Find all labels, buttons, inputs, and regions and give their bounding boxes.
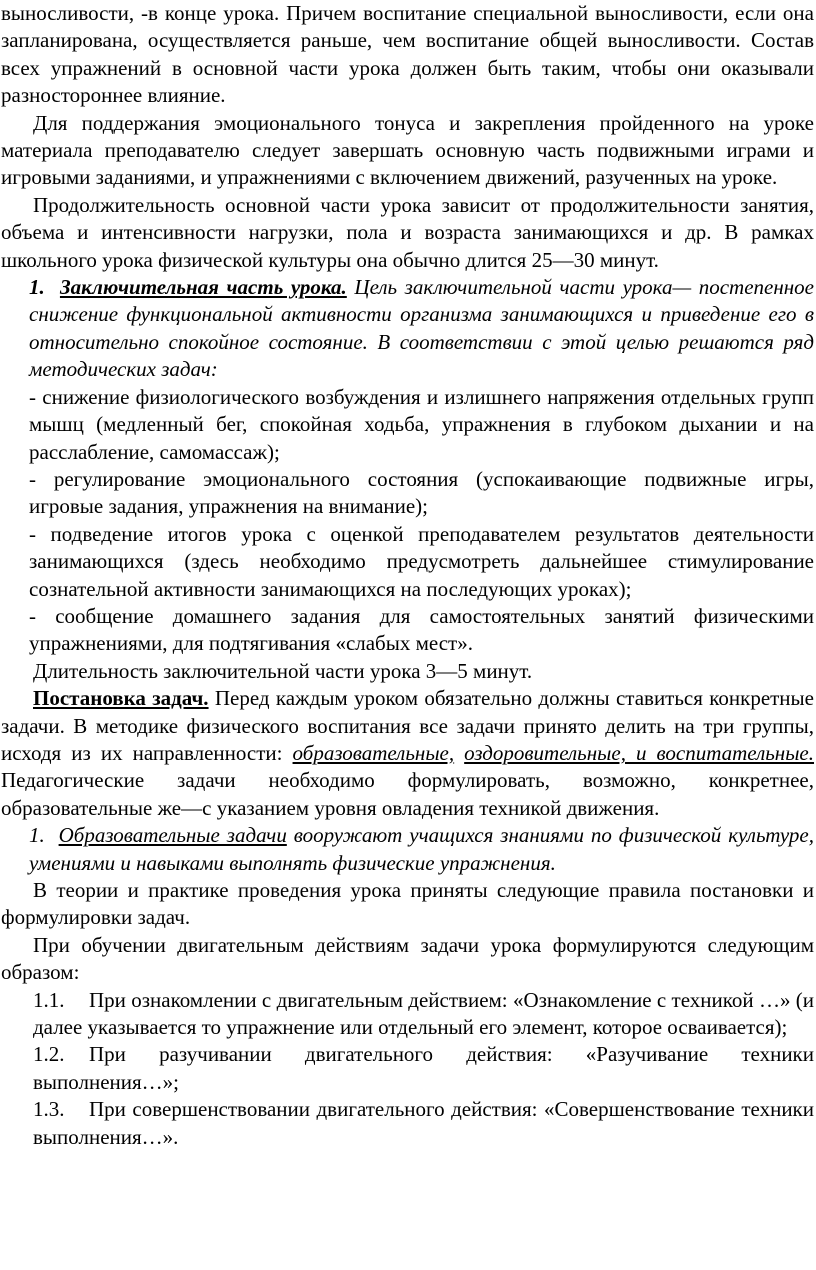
list-item-text: При разучивании двигательного действия: «Разучивание техники выполнения…»; [33,1042,814,1094]
section-heading-task-setting: Постановка задач. [33,686,209,711]
section-number: 1. [29,275,45,300]
paragraph-educational-tasks [1,822,814,877]
final-part-goal-text: Цель заключительной части урока— постепенное снижение функциональной активности организма занимающихся и приведение его в относительно спокойное состояние. В соответствии с этой целью решаются ряд методических задач: [29,275,814,382]
paragraph-endurance: выносливости, -в конце урока. Причем воспитание специальной выносливости, если она запланирована, осуществляется раньше, чем воспитание общей выносливости. Состав всех упражнений в основной части урока должен быть таким, чтобы они оказывали разностороннее влияние. [1,1,814,108]
task-setting-text-continued: Педагогические задачи необходимо формулировать, возможно, конкретнее, образовательные же—с указанием уровня овладения техникой движения. [1,768,814,820]
paragraph-final-part [1,274,814,384]
paragraph-task-setting [1,685,814,822]
task-type-educational: образовательные, [292,740,455,765]
bullet-item: - подведение итогов урока с оценкой преподавателем результатов деятельности занимающихся (здесь необходимо предусмотреть дальнейшее стимулирование сознательной активности занимающихся на последующих уроках); [29,521,814,601]
spacer-text [454,741,464,765]
educational-tasks-text: вооружают учащихся знаниями по физической культуре, умениями и навыками выполнять физические упражнения. [29,823,814,875]
list-item-text: При совершенствовании двигательного действия: «Совершенствование техники выполнения…». [33,1097,814,1149]
paragraph-emotional-tone: Для поддержания эмоционального тонуса и закрепления пройденного на уроке материала преподавателю следует завершать основную часть подвижными играми и игровыми заданиями, и упражнениями с включением движений, разученных на уроке. [1,110,814,190]
list-item-text: При ознакомлении с двигательным действием: «Ознакомление с техникой …» (и далее указывается то упражнение или отдельный его элемент, которое осваивается); [33,987,814,1040]
list-number: 1.2. [33,1042,65,1067]
paragraph-final-part-duration: Длительность заключительной части урока 3—5 минут. [33,658,533,683]
list-number: 1.1. [33,987,65,1012]
paragraph-rules: В теории и практике проведения урока приняты следующие правила постановки и формулировки задач. [1,878,814,930]
list-item-improvement [1,1096,814,1151]
paragraph-formulation: При обучении двигательным действиям задачи урока формулируются следующим образом: [1,932,814,985]
educational-tasks-heading: Образовательные задачи [58,823,287,848]
section-heading-final-part: Заключительная часть урока. [59,275,347,300]
list-number: 1.3. [33,1097,65,1122]
task-setting-text: Перед каждым уроком обязательно должны ставиться конкретные задачи. В методике физического воспитания все задачи принято делить на три группы, исходя из их направленности: [1,686,814,765]
list-number: 1. [29,823,45,848]
task-type-health-and-upbringing: оздоровительные, и воспитательные. [464,740,815,765]
list-item-learning [1,1041,814,1096]
bullet-item: - регулирование эмоционального состояния (успокаивающие подвижные игры, игровые задания, упражнения на внимание); [29,466,814,519]
bullet-item: - сообщение домашнего задания для самостоятельных занятий физическими упражнениями, для подтягивания «слабых мест». [29,603,814,656]
list-item-acquaintance [1,987,814,1042]
bullet-item: - снижение физиологического возбуждения и излишнего напряжения отдельных групп мышц (медленный бег, спокойная ходьба, упражнения в глубоком дыхании и на расслабление, самомассаж); [29,384,814,464]
paragraph-main-part-duration: Продолжительность основной части урока зависит от продолжительности занятия, объема и интенсивности нагрузки, пола и возраста занимающихся и др. В рамках школьного урока физической культуры она обычно длится 25—30 минут. [1,192,814,272]
